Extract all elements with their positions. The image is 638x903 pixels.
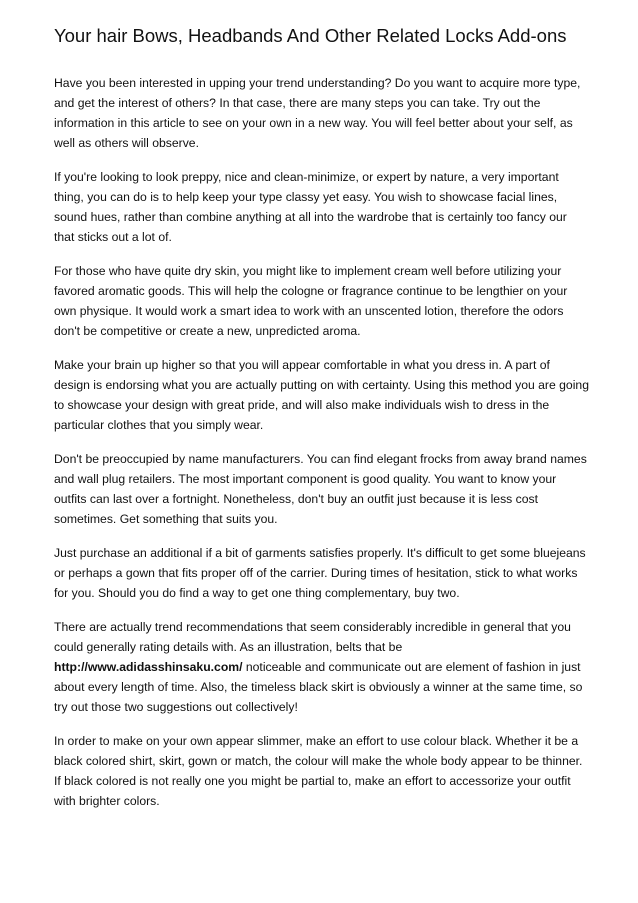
- paragraph-7-after: noticeable and communicate out are element of fashion in just about every length of time. Also, the timeless black skirt is obviously a winner at the same time, so try out those two suggestions out collectively!: [54, 660, 583, 714]
- adidas-link[interactable]: http://www.adidasshinsaku.com/: [54, 660, 243, 674]
- paragraph-3: For those who have quite dry skin, you might like to implement cream well before utilizing your favored aromatic goods. This will help the cologne or fragrance continue to be lengthier on your own physique. It would work a smart idea to work with an unscented lotion, therefore the odors don't be competitive or create a new, unpredicted aroma.: [54, 264, 568, 338]
- paragraph-2: If you're looking to look preppy, nice and clean-minimize, or expert by nature, a very important thing, you can do is to help keep your type classy yet easy. You wish to showcase facial lines, sound hues, rather than combine anything at all into the wardrobe that is certainly too fancy our that sticks out a lot of.: [54, 170, 567, 244]
- page-title: Your hair Bows, Headbands And Other Related Locks Add-ons: [54, 25, 567, 46]
- paragraph-5: Don't be preoccupied by name manufacturers. You can find elegant frocks from away brand names and wall plug retailers. The most important component is good quality. You want to know your outfits can last over a fortnight. Nonetheless, don't buy an outfit just because it is less cost sometimes. Get something that suits you.: [54, 452, 587, 526]
- paragraph-1: Have you been interested in upping your trend understanding? Do you want to acquire more type, and get the interest of others? In that case, there are many steps you can take. Try out the information in this article to see on your own in a new way. You will feel better about your self, as well as others will observe.: [54, 76, 581, 150]
- paragraph-8: In order to make on your own appear slimmer, make an effort to use colour black. Whether it be a black colored shirt, skirt, gown or match, the colour will make the whole body appear to be thinner. If black colored is not really one you might be partial to, make an effort to accessorize your outfit with brighter colors.: [54, 734, 583, 808]
- paragraph-7: [54, 617, 589, 717]
- paragraph-6: Just purchase an additional if a bit of garments satisfies properly. It's difficult to get some bluejeans or perhaps a gown that fits proper off of the carrier. During times of hesitation, stick to what works for you. Should you do find a way to get one thing complementary, buy two.: [54, 546, 586, 600]
- paragraph-7-before: There are actually trend recommendations that seem considerably incredible in general that you could generally rating details with. As an illustration, belts that be: [54, 620, 571, 654]
- document-page: [54, 25, 589, 825]
- paragraph-4: Make your brain up higher so that you will appear comfortable in what you dress in. A part of design is endorsing what you are actually putting on with certainty. Using this method you are going to showcase your design with great pride, and will also make individuals wish to dress in the particular clothes that you simply wear.: [54, 358, 589, 432]
